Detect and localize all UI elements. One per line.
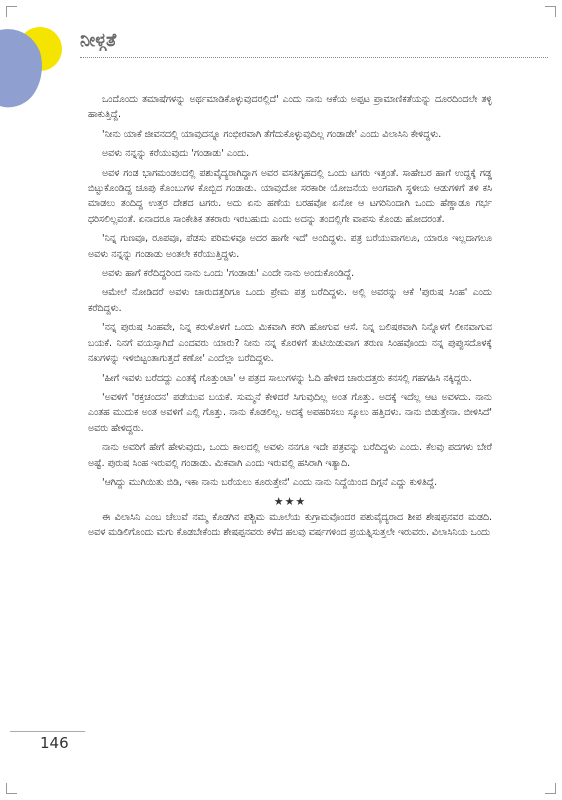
paragraph: ಅವಳ ಗಂಡ ಭಾಗಮಂಡಲದಲ್ಲಿ ಪಶುವೈದ್ಯರಾಗಿದ್ದಾಗ ಅವರ ವಸತಿಗೃಹದಲ್ಲಿ ಒಂದು ಟಗರು ಇತ್ತಂತೆ. ಸಾಹೇಬರ ಹಾಗೆ ಉದ್ದಕ್ಕೆ ಗಡ್ಡ ಬಿಟ್ಟುಕೊಂಡಿದ್ದ ಚೂಪು ಕೊಂಬುಗಳ ಕೊಬ್ಬಿದ ಗಂಡಾಡು. ಯಾವುದೋ ಸರಕಾರೀ ಯೋಜನೆಯ ಅಂಗವಾಗಿ ಸ್ಥಳೀಯ ಆಡುಗಳಿಗೆ ತಳಿ ಕಸಿ ಮಾಡಲು ತಂದಿದ್ದ ಉತ್ತರ ದೇಶದ ಟಗರು. ಅದು ಏನು ಹಣೆಯ ಬರಹವೋ ಏನೋ ಆ ಟಗರಿನಿಂದಾಗಿ ಒಂದು ಹೆಣ್ಣಾಡೂ ಗರ್ಭ ಧರಿಸಲಿಲ್ಲವಂತೆ. ಏನಾದರೂ ಸಾಂಕೇತಿಕ ತಕರಾರು ಇರಬಹುದು ಎಂದು ಅದನ್ನು ತಂದಲ್ಲಿಗೇ ವಾಪಸು ಕೊಂಡು ಹೋದರಂತೆ. [88, 167, 492, 225]
paragraph: 'ನೀನು ಯಾಕೆ ಜೀವನದಲ್ಲಿ ಯಾವುದನ್ನೂ ಗಂಭೀರವಾಗಿ ತೆಗೆದುಕೊಳ್ಳುವುದಿಲ್ಲ ಗಂಡಾಡೇ' ಎಂದು ವಿಲಾಸಿನಿ ಕೇಳಿದ್ದಳು. [102, 128, 442, 140]
crop-mark-top-left [6, 6, 17, 17]
section-title: ನೀಳ್ಗತೆ [80, 30, 117, 51]
paragraph: 'ಆಗಿದ್ದು ಮುಗಿಯಿತು ಬಿಡಿ, ಇಕಾ ನಾನು ಬರೆಯಲು ಕೂರುತ್ತೇನೆ' ಎಂದು ನಾನು ನಿದ್ದೆಯಿಂದ ದಿಗ್ಗನೆ ಎದ್ದು ಕುಳಿತಿದ್ದೆ. [102, 476, 438, 488]
story-body [88, 92, 492, 545]
paragraph: ಆಮೇಲೆ ನೋಡಿದರೆ ಅವಳು ಚಾರುದತ್ತರಿಗೂ ಒಂದು ಪ್ರೇಮ ಪತ್ರ ಬರೆದಿದ್ದಳು. ಅಲ್ಲಿ ಅವರನ್ನು ಆಕೆ 'ಪುರುಷ ಸಿಂಹ' ಎಂದು ಕರೆದಿದ್ದಳು. [88, 287, 492, 314]
footer-rule [10, 731, 85, 732]
paragraph: ಒಂದೊಂದು ತಮಾಷೆಗಳನ್ನು ಅರ್ಥಮಾಡಿಕೊಳ್ಳುವುದರಲ್ಲಿದೆ' ಎಂದು ನಾನು ಆಕೆಯ ಅಪ್ಪಟ ಪ್ರಾಮಾಣಿಕತೆಯನ್ನು ದೂರದಿಂದಲೇ ತಳ್ಳಿ ಹಾಕುತ್ತಿದ್ದೆ. [88, 94, 492, 121]
section-separator: ★★★ [273, 495, 307, 509]
paragraph: 'ಅವಳಿಗೆ 'ರಕ್ತಚಂದನ' ಪಡೆಯುವ ಬಯಕೆ. ಸುಮ್ಮನೆ ಕೇಳಿದರೆ ಸಿಗುವುದಿಲ್ಲ ಅಂತ ಗೊತ್ತು. ಅದಕ್ಕೆ ಇದೆಲ್ಲ ಆಟ ಅವಳದು. ನಾನು ಎಂತಹ ಮುದುಕ ಅಂತ ಅವಳಿಗೆ ಎಲ್ಲಿ ಗೊತ್ತು. ನಾನು ಕೊಡಲಿಲ್ಲ. ಅದಕ್ಕೆ ಅಪಹರಿಸಲು ಸ್ಕೂಲು ಹತ್ತಿದಳು. ನಾನು ಬಿಡುತ್ತೇನಾ. ಬೀಳಿಸಿದೆ' ಅವರು ಹೇಳಿದ್ದರು. [88, 391, 492, 434]
paragraph: 'ನನ್ನ ಪುರುಷ ಸಿಂಹವೇ, ನಿನ್ನ ಕರುಳೊಳಗೆ ಒಂದು ಮಿಕವಾಗಿ ಕರಗಿ ಹೋಗುವ ಆಸೆ. ನಿನ್ನ ಬಲಿಷಠವಾಗಿ ನಿನ್ನೊಳಗೆ ಲೀನವಾಗುವ ಬಯಕೆ. ನಿನಗೆ ವಯಸ್ಸಾಗಿದೆ ಎಂದವರು ಯಾರು? ನೀನು ನನ್ನ ಕೊರಳಿಗೆ ತುಟಿಯಿಡುವಾಗ ತರುಣ ಸಿಂಹವೊಂದು ನನ್ನ ಪುಪ್ಪುಸದೊಳಕ್ಕೆ ನಖಗಳನ್ನು ಇಳಿಬಿಟ್ಟಂತಾಗುತ್ತದೆ ಕಣೋ' ಎಂದೆಲ್ಲಾ ಬರೆದಿದ್ದಳು. [88, 322, 492, 365]
crop-mark-bottom-left [6, 783, 17, 794]
paragraph: ಈ ವಿಲಾಸಿನಿ ಎಂಬ ಚೆಲುವೆ ನಮ್ಮ ಕೊಡಗಿನ ಪಶ್ಚಿಮ ಮೂಲೆಯ ಕುಗ್ರಾಮವೊಂದರ ಪಶುವೈದ್ಯರಾದ ಶೀಪ ಶೇಷಪ್ಪನವರ ಮಡದಿ. ಅವಳ ಮಡಿಲಿಗೊಂದು ಮಗು ಕೊಡಬೇಕೆಂದು ಶೇಷಪ್ಪನವರು ಕಳೆದ ಹಲವು ವರ್ಷಗಳಿಂದ ಪ್ರಯತ್ನಿಸುತ್ತಲೇ ಇರುವರು. ವಿಲಾಸಿನಿಯ ಒಂದು [88, 511, 492, 539]
header-decoration [0, 22, 70, 112]
paragraph: 'ನಿನ್ನ ಗುಣವೂ, ರೂಪವೂ, ಪೆಡಸು ಪರಿಮಳವೂ ಅದರ ಹಾಗೇ ಇದೆ' ಅಂದಿದ್ದಳು. ಪತ್ರ ಬರೆಯುವಾಗಲೂ, ಯಾರೂ ಇಲ್ಲದಾಗಲೂ ಅವಳು ನನ್ನನ್ನು ಗಂಡಾಡು ಅಂತಲೇ ಕರೆಯುತ್ತಿದ್ದಳು. [88, 233, 492, 260]
paragraph: ಅವಳು ಹಾಗೆ ಕರೆದಿದ್ದರಿಂದ ನಾನು ಒಂದು 'ಗಂಡಾಡು' ಎಂದೇ ನಾನು ಅಂದುಕೊಂಡಿದ್ದೆ. [102, 268, 355, 280]
crop-mark-top-right [545, 6, 556, 17]
paragraph: ಅವಳು ನನ್ನನ್ನು ಕರೆಯುವುದು 'ಗಂಡಾಡು' ಎಂದು. [102, 148, 250, 160]
paragraph: ನಾನು ಅವರಿಗೆ ಹೇಗೆ ಹೇಳುವುದು, ಒಂದು ಕಾಲದಲ್ಲಿ ಅವಳು ನನಗೂ ಇದೇ ಪತ್ರವನ್ನು ಬರೆದಿದ್ದಳು ಎಂದು. ಕೆಲವು ಪದಗಳು ಬೇರೆ ಅಷ್ಟೆ. ಪುರುಷ ಸಿಂಹ ಇರುವಲ್ಲಿ ಗಂಡಾಡು. ಮಿಕವಾಗಿ ಎಂದು ಇರುವಲ್ಲಿ ಹಸಿರಾಗಿ ಇತ್ಯಾದಿ. [88, 442, 492, 469]
crop-mark-bottom-right [545, 783, 556, 794]
page-number: 146 [40, 734, 69, 752]
paragraph: 'ಹೀಗೆ ಇವಳು ಬರೆದದ್ದು ಎಂತಕ್ಕೆ ಗೊತ್ತುಂಟಾ' ಆ ಪತ್ರದ ಸಾಲುಗಳನ್ನು ಓದಿ ಹೇಳಿದ ಚಾರುದತ್ತರು ಕನಸಲ್ಲಿ ಗಹಗಹಿಸಿ ನಕ್ಕಿದ್ದರು. [102, 372, 472, 384]
header-dotted-rule [80, 57, 548, 58]
